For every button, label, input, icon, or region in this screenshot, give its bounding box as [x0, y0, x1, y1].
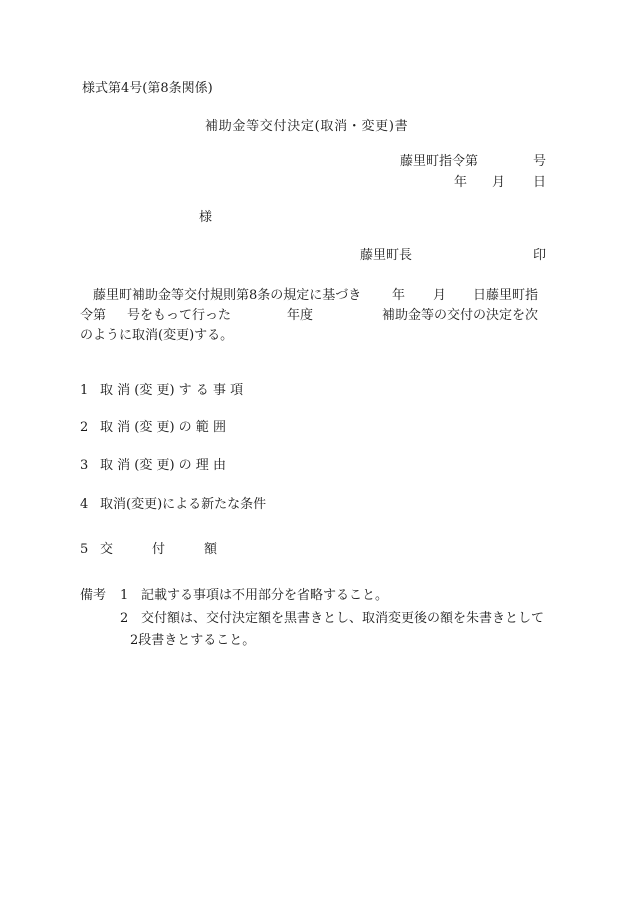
issuer-name: 藤里町長 [360, 248, 413, 263]
item-label-part: 付 [152, 542, 166, 557]
item-label-part: 額 [204, 542, 218, 557]
note-text: 記載する事項は不用部分を省略すること。 [141, 588, 389, 603]
item-label: 取 消 (変 更) の 範 囲 [100, 420, 226, 435]
body-line2-c: 年度 [287, 308, 314, 323]
body-line1-day: 日藤里町指 [473, 288, 539, 303]
body-line2-d: 補助金等の交付の決定を次 [382, 308, 539, 323]
note-number: 1 [120, 588, 129, 603]
body-line1-text: 藤里町補助金等交付規則第8条の規定に基づき [93, 288, 362, 303]
date-year: 年 [454, 175, 468, 190]
note-continuation: 2段書きとすること。 [130, 633, 256, 648]
body-line3: のように取消(変更)する。 [80, 328, 234, 343]
item-label: 取 消 (変 更) す る 事 項 [100, 383, 244, 398]
note-number: 2 [120, 611, 129, 626]
item-number: 5 [80, 542, 89, 557]
recipient-suffix: 様 [199, 210, 213, 225]
body-line2-b: 号をもって行った [127, 308, 232, 323]
notes-heading: 備考 [80, 588, 107, 603]
document-title: 補助金等交付決定(取消・変更)書 [205, 119, 409, 134]
date-day: 日 [533, 175, 547, 190]
date-month: 月 [492, 175, 506, 190]
body-line1-year: 年 [392, 288, 406, 303]
document-number-suffix: 号 [533, 154, 547, 169]
note-text: 交付額は、交付決定額を黒書きとし、取消変更後の額を朱書きとして [141, 611, 545, 626]
body-line2-a: 令第 [80, 308, 107, 323]
body-line1-month: 月 [433, 288, 447, 303]
item-number: 2 [80, 420, 89, 435]
item-label: 取 消 (変 更) の 理 由 [100, 458, 226, 473]
item-number: 4 [80, 497, 89, 512]
issuer-seal: 印 [533, 248, 547, 263]
item-label: 取消(変更)による新たな条件 [100, 497, 267, 512]
item-label-part: 交 [100, 542, 114, 557]
item-number: 1 [80, 383, 89, 398]
form-label: 様式第4号(第8条関係) [82, 81, 213, 96]
document-number-prefix: 藤里町指令第 [400, 154, 479, 169]
item-number: 3 [80, 458, 89, 473]
